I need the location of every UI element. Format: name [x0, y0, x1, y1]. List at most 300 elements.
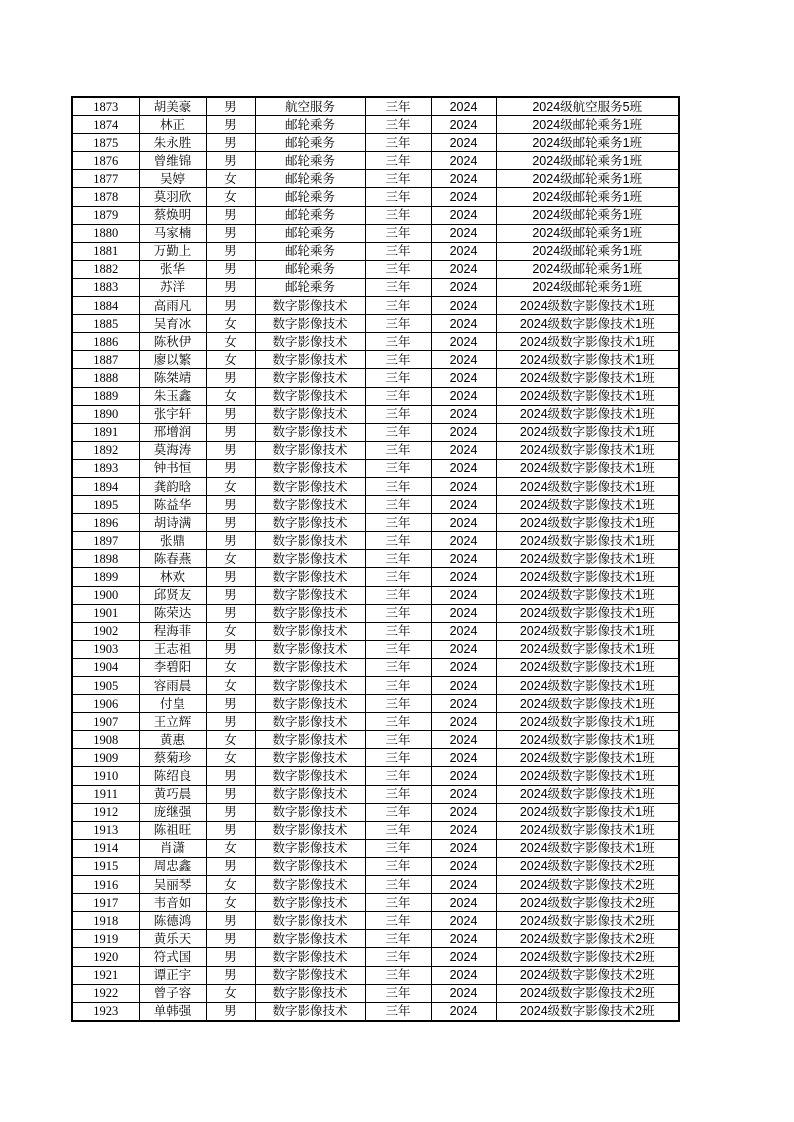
duration-cell: 三年 — [365, 550, 431, 568]
gender-cell: 女 — [206, 677, 255, 695]
name-cell: 肖潇 — [139, 839, 206, 857]
gender-cell: 女 — [206, 387, 255, 405]
duration-cell: 三年 — [365, 713, 431, 731]
gender-cell: 男 — [206, 948, 255, 966]
table-row — [72, 640, 679, 658]
class-cell: 2024级数字影像技术1班 — [496, 604, 679, 622]
table-row — [72, 550, 679, 568]
serial-number-cell: 1905 — [72, 677, 139, 695]
year-cell: 2024 — [431, 405, 496, 423]
gender-cell: 女 — [206, 839, 255, 857]
class-cell: 2024级邮轮乘务1班 — [496, 278, 679, 296]
gender-cell: 女 — [206, 731, 255, 749]
year-cell: 2024 — [431, 803, 496, 821]
serial-number-cell: 1873 — [72, 97, 139, 116]
serial-number-cell: 1916 — [72, 876, 139, 894]
name-cell: 吴婷 — [139, 170, 206, 188]
class-cell: 2024级数字影像技术1班 — [496, 441, 679, 459]
year-cell: 2024 — [431, 351, 496, 369]
name-cell: 程海菲 — [139, 622, 206, 640]
year-cell: 2024 — [431, 839, 496, 857]
gender-cell: 男 — [206, 297, 255, 315]
major-cell: 数字影像技术 — [255, 839, 365, 857]
class-cell: 2024级数字影像技术1班 — [496, 496, 679, 514]
class-cell: 2024级数字影像技术1班 — [496, 821, 679, 839]
year-cell: 2024 — [431, 152, 496, 170]
class-cell: 2024级数字影像技术1班 — [496, 459, 679, 477]
gender-cell: 男 — [206, 242, 255, 260]
gender-cell: 男 — [206, 1002, 255, 1021]
major-cell: 数字影像技术 — [255, 894, 365, 912]
gender-cell: 男 — [206, 134, 255, 152]
duration-cell: 三年 — [365, 459, 431, 477]
serial-number-cell: 1898 — [72, 550, 139, 568]
name-cell: 马家楠 — [139, 224, 206, 242]
duration-cell: 三年 — [365, 170, 431, 188]
major-cell: 数字影像技术 — [255, 640, 365, 658]
name-cell: 黄惠 — [139, 731, 206, 749]
table-row — [72, 441, 679, 459]
table-row — [72, 821, 679, 839]
table-row — [72, 894, 679, 912]
major-cell: 数字影像技术 — [255, 658, 365, 676]
duration-cell: 三年 — [365, 767, 431, 785]
year-cell: 2024 — [431, 532, 496, 550]
serial-number-cell: 1912 — [72, 803, 139, 821]
class-cell: 2024级邮轮乘务1班 — [496, 242, 679, 260]
gender-cell: 男 — [206, 803, 255, 821]
class-cell: 2024级数字影像技术2班 — [496, 876, 679, 894]
major-cell: 数字影像技术 — [255, 532, 365, 550]
major-cell: 数字影像技术 — [255, 749, 365, 767]
major-cell: 数字影像技术 — [255, 984, 365, 1002]
table-row — [72, 930, 679, 948]
gender-cell: 男 — [206, 459, 255, 477]
gender-cell: 女 — [206, 894, 255, 912]
gender-cell: 女 — [206, 984, 255, 1002]
year-cell: 2024 — [431, 441, 496, 459]
class-cell: 2024级数字影像技术1班 — [496, 387, 679, 405]
major-cell: 数字影像技术 — [255, 713, 365, 731]
table-row — [72, 188, 679, 206]
major-cell: 数字影像技术 — [255, 405, 365, 423]
gender-cell: 男 — [206, 369, 255, 387]
table-row — [72, 731, 679, 749]
table-row — [72, 966, 679, 984]
table-row — [72, 857, 679, 875]
duration-cell: 三年 — [365, 930, 431, 948]
serial-number-cell: 1901 — [72, 604, 139, 622]
class-cell: 2024级数字影像技术1班 — [496, 839, 679, 857]
major-cell: 邮轮乘务 — [255, 242, 365, 260]
major-cell: 邮轮乘务 — [255, 206, 365, 224]
duration-cell: 三年 — [365, 948, 431, 966]
table-row — [72, 604, 679, 622]
serial-number-cell: 1917 — [72, 894, 139, 912]
serial-number-cell: 1892 — [72, 441, 139, 459]
year-cell: 2024 — [431, 930, 496, 948]
duration-cell: 三年 — [365, 387, 431, 405]
major-cell: 数字影像技术 — [255, 948, 365, 966]
class-cell: 2024级邮轮乘务1班 — [496, 224, 679, 242]
class-cell: 2024级数字影像技术1班 — [496, 405, 679, 423]
gender-cell: 男 — [206, 821, 255, 839]
major-cell: 数字影像技术 — [255, 677, 365, 695]
table-row — [72, 586, 679, 604]
duration-cell: 三年 — [365, 369, 431, 387]
gender-cell: 女 — [206, 315, 255, 333]
name-cell: 陈桀靖 — [139, 369, 206, 387]
class-cell: 2024级数字影像技术1班 — [496, 785, 679, 803]
class-cell: 2024级数字影像技术1班 — [496, 695, 679, 713]
name-cell: 张鼎 — [139, 532, 206, 550]
duration-cell: 三年 — [365, 821, 431, 839]
name-cell: 莫海涛 — [139, 441, 206, 459]
duration-cell: 三年 — [365, 640, 431, 658]
table-row — [72, 785, 679, 803]
name-cell: 林正 — [139, 116, 206, 134]
major-cell: 数字影像技术 — [255, 514, 365, 532]
gender-cell: 男 — [206, 514, 255, 532]
year-cell: 2024 — [431, 586, 496, 604]
serial-number-cell: 1883 — [72, 278, 139, 296]
name-cell: 符式国 — [139, 948, 206, 966]
serial-number-cell: 1887 — [72, 351, 139, 369]
table-row — [72, 206, 679, 224]
name-cell: 付皇 — [139, 695, 206, 713]
class-cell: 2024级邮轮乘务1班 — [496, 170, 679, 188]
class-cell: 2024级数字影像技术1班 — [496, 532, 679, 550]
year-cell: 2024 — [431, 876, 496, 894]
year-cell: 2024 — [431, 423, 496, 441]
duration-cell: 三年 — [365, 315, 431, 333]
duration-cell: 三年 — [365, 622, 431, 640]
year-cell: 2024 — [431, 677, 496, 695]
serial-number-cell: 1876 — [72, 152, 139, 170]
gender-cell: 男 — [206, 532, 255, 550]
gender-cell: 女 — [206, 188, 255, 206]
gender-cell: 男 — [206, 152, 255, 170]
class-cell: 2024级数字影像技术1班 — [496, 731, 679, 749]
duration-cell: 三年 — [365, 803, 431, 821]
year-cell: 2024 — [431, 640, 496, 658]
name-cell: 高雨凡 — [139, 297, 206, 315]
table-row — [72, 423, 679, 441]
duration-cell: 三年 — [365, 731, 431, 749]
table-row — [72, 876, 679, 894]
duration-cell: 三年 — [365, 423, 431, 441]
table-row — [72, 116, 679, 134]
duration-cell: 三年 — [365, 912, 431, 930]
major-cell: 数字影像技术 — [255, 297, 365, 315]
duration-cell: 三年 — [365, 695, 431, 713]
year-cell: 2024 — [431, 713, 496, 731]
serial-number-cell: 1893 — [72, 459, 139, 477]
name-cell: 容雨晨 — [139, 677, 206, 695]
table-row — [72, 260, 679, 278]
year-cell: 2024 — [431, 242, 496, 260]
major-cell: 数字影像技术 — [255, 876, 365, 894]
gender-cell: 男 — [206, 713, 255, 731]
class-cell: 2024级邮轮乘务1班 — [496, 134, 679, 152]
table-body — [72, 97, 679, 1021]
year-cell: 2024 — [431, 477, 496, 495]
name-cell: 朱玉鑫 — [139, 387, 206, 405]
year-cell: 2024 — [431, 170, 496, 188]
major-cell: 数字影像技术 — [255, 767, 365, 785]
major-cell: 数字影像技术 — [255, 315, 365, 333]
name-cell: 胡诗满 — [139, 514, 206, 532]
name-cell: 张华 — [139, 260, 206, 278]
serial-number-cell: 1915 — [72, 857, 139, 875]
serial-number-cell: 1914 — [72, 839, 139, 857]
gender-cell: 男 — [206, 568, 255, 586]
serial-number-cell: 1894 — [72, 477, 139, 495]
major-cell: 数字影像技术 — [255, 731, 365, 749]
major-cell: 邮轮乘务 — [255, 278, 365, 296]
table-row — [72, 242, 679, 260]
serial-number-cell: 1922 — [72, 984, 139, 1002]
duration-cell: 三年 — [365, 568, 431, 586]
table-row — [72, 767, 679, 785]
class-cell: 2024级邮轮乘务1班 — [496, 260, 679, 278]
name-cell: 庞继强 — [139, 803, 206, 821]
name-cell: 王志祖 — [139, 640, 206, 658]
class-cell: 2024级邮轮乘务1班 — [496, 206, 679, 224]
major-cell: 数字影像技术 — [255, 333, 365, 351]
major-cell: 数字影像技术 — [255, 496, 365, 514]
table-row — [72, 496, 679, 514]
gender-cell: 男 — [206, 405, 255, 423]
duration-cell: 三年 — [365, 658, 431, 676]
year-cell: 2024 — [431, 785, 496, 803]
name-cell: 张宇轩 — [139, 405, 206, 423]
gender-cell: 男 — [206, 206, 255, 224]
year-cell: 2024 — [431, 749, 496, 767]
table-row — [72, 459, 679, 477]
serial-number-cell: 1877 — [72, 170, 139, 188]
year-cell: 2024 — [431, 731, 496, 749]
year-cell: 2024 — [431, 514, 496, 532]
class-cell: 2024级数字影像技术1班 — [496, 568, 679, 586]
duration-cell: 三年 — [365, 839, 431, 857]
table-row — [72, 514, 679, 532]
class-cell: 2024级数字影像技术2班 — [496, 1002, 679, 1021]
year-cell: 2024 — [431, 387, 496, 405]
name-cell: 吴育冰 — [139, 315, 206, 333]
serial-number-cell: 1884 — [72, 297, 139, 315]
class-cell: 2024级数字影像技术1班 — [496, 586, 679, 604]
table-row — [72, 387, 679, 405]
serial-number-cell: 1921 — [72, 966, 139, 984]
table-row — [72, 333, 679, 351]
serial-number-cell: 1923 — [72, 1002, 139, 1021]
name-cell: 邱贤友 — [139, 586, 206, 604]
class-cell: 2024级数字影像技术1班 — [496, 351, 679, 369]
year-cell: 2024 — [431, 333, 496, 351]
serial-number-cell: 1878 — [72, 188, 139, 206]
class-cell: 2024级邮轮乘务1班 — [496, 116, 679, 134]
table-row — [72, 713, 679, 731]
name-cell: 万勤上 — [139, 242, 206, 260]
duration-cell: 三年 — [365, 188, 431, 206]
name-cell: 邢增润 — [139, 423, 206, 441]
major-cell: 数字影像技术 — [255, 586, 365, 604]
name-cell: 莫羽欣 — [139, 188, 206, 206]
class-cell: 2024级数字影像技术2班 — [496, 894, 679, 912]
year-cell: 2024 — [431, 695, 496, 713]
major-cell: 数字影像技术 — [255, 477, 365, 495]
name-cell: 陈荣达 — [139, 604, 206, 622]
duration-cell: 三年 — [365, 405, 431, 423]
gender-cell: 女 — [206, 351, 255, 369]
major-cell: 数字影像技术 — [255, 568, 365, 586]
year-cell: 2024 — [431, 948, 496, 966]
table-row — [72, 622, 679, 640]
serial-number-cell: 1875 — [72, 134, 139, 152]
duration-cell: 三年 — [365, 749, 431, 767]
duration-cell: 三年 — [365, 532, 431, 550]
duration-cell: 三年 — [365, 876, 431, 894]
year-cell: 2024 — [431, 188, 496, 206]
table-row — [72, 134, 679, 152]
year-cell: 2024 — [431, 224, 496, 242]
year-cell: 2024 — [431, 260, 496, 278]
duration-cell: 三年 — [365, 857, 431, 875]
table-row — [72, 152, 679, 170]
major-cell: 航空服务 — [255, 97, 365, 116]
duration-cell: 三年 — [365, 134, 431, 152]
major-cell: 数字影像技术 — [255, 803, 365, 821]
year-cell: 2024 — [431, 315, 496, 333]
gender-cell: 男 — [206, 441, 255, 459]
class-cell: 2024级数字影像技术1班 — [496, 677, 679, 695]
name-cell: 蔡菊珍 — [139, 749, 206, 767]
table-row — [72, 369, 679, 387]
table-row — [72, 297, 679, 315]
class-cell: 2024级数字影像技术1班 — [496, 423, 679, 441]
class-cell: 2024级航空服务5班 — [496, 97, 679, 116]
name-cell: 朱永胜 — [139, 134, 206, 152]
name-cell: 陈绍良 — [139, 767, 206, 785]
name-cell: 蔡焕明 — [139, 206, 206, 224]
class-cell: 2024级数字影像技术2班 — [496, 966, 679, 984]
duration-cell: 三年 — [365, 966, 431, 984]
year-cell: 2024 — [431, 622, 496, 640]
gender-cell: 女 — [206, 170, 255, 188]
year-cell: 2024 — [431, 568, 496, 586]
serial-number-cell: 1890 — [72, 405, 139, 423]
name-cell: 陈秋伊 — [139, 333, 206, 351]
name-cell: 周忠鑫 — [139, 857, 206, 875]
class-cell: 2024级数字影像技术2班 — [496, 857, 679, 875]
table-row — [72, 803, 679, 821]
serial-number-cell: 1889 — [72, 387, 139, 405]
table-row — [72, 315, 679, 333]
table-row — [72, 170, 679, 188]
year-cell: 2024 — [431, 459, 496, 477]
serial-number-cell: 1891 — [72, 423, 139, 441]
duration-cell: 三年 — [365, 116, 431, 134]
gender-cell: 男 — [206, 97, 255, 116]
table-row — [72, 97, 679, 116]
year-cell: 2024 — [431, 297, 496, 315]
major-cell: 数字影像技术 — [255, 912, 365, 930]
duration-cell: 三年 — [365, 297, 431, 315]
year-cell: 2024 — [431, 206, 496, 224]
major-cell: 数字影像技术 — [255, 387, 365, 405]
gender-cell: 女 — [206, 622, 255, 640]
table-row — [72, 278, 679, 296]
gender-cell: 女 — [206, 876, 255, 894]
name-cell: 廖以繁 — [139, 351, 206, 369]
year-cell: 2024 — [431, 550, 496, 568]
class-cell: 2024级数字影像技术2班 — [496, 948, 679, 966]
duration-cell: 三年 — [365, 333, 431, 351]
table-row — [72, 532, 679, 550]
year-cell: 2024 — [431, 278, 496, 296]
serial-number-cell: 1896 — [72, 514, 139, 532]
year-cell: 2024 — [431, 134, 496, 152]
serial-number-cell: 1918 — [72, 912, 139, 930]
major-cell: 数字影像技术 — [255, 930, 365, 948]
duration-cell: 三年 — [365, 586, 431, 604]
class-cell: 2024级数字影像技术2班 — [496, 930, 679, 948]
major-cell: 数字影像技术 — [255, 604, 365, 622]
gender-cell: 男 — [206, 767, 255, 785]
name-cell: 吴丽琴 — [139, 876, 206, 894]
gender-cell: 男 — [206, 857, 255, 875]
table-row — [72, 677, 679, 695]
serial-number-cell: 1913 — [72, 821, 139, 839]
serial-number-cell: 1882 — [72, 260, 139, 278]
name-cell: 陈德鸿 — [139, 912, 206, 930]
class-cell: 2024级邮轮乘务1班 — [496, 188, 679, 206]
gender-cell: 男 — [206, 966, 255, 984]
duration-cell: 三年 — [365, 496, 431, 514]
year-cell: 2024 — [431, 894, 496, 912]
year-cell: 2024 — [431, 767, 496, 785]
major-cell: 数字影像技术 — [255, 550, 365, 568]
duration-cell: 三年 — [365, 278, 431, 296]
class-cell: 2024级数字影像技术2班 — [496, 984, 679, 1002]
class-cell: 2024级数字影像技术1班 — [496, 477, 679, 495]
duration-cell: 三年 — [365, 242, 431, 260]
name-cell: 曾维锦 — [139, 152, 206, 170]
serial-number-cell: 1910 — [72, 767, 139, 785]
major-cell: 数字影像技术 — [255, 459, 365, 477]
year-cell: 2024 — [431, 97, 496, 116]
serial-number-cell: 1886 — [72, 333, 139, 351]
serial-number-cell: 1919 — [72, 930, 139, 948]
duration-cell: 三年 — [365, 97, 431, 116]
major-cell: 数字影像技术 — [255, 821, 365, 839]
major-cell: 邮轮乘务 — [255, 152, 365, 170]
class-cell: 2024级数字影像技术1班 — [496, 297, 679, 315]
name-cell: 钟书恒 — [139, 459, 206, 477]
serial-number-cell: 1911 — [72, 785, 139, 803]
table-row — [72, 405, 679, 423]
name-cell: 黄巧晨 — [139, 785, 206, 803]
table-row — [72, 912, 679, 930]
major-cell: 数字影像技术 — [255, 622, 365, 640]
major-cell: 数字影像技术 — [255, 441, 365, 459]
major-cell: 邮轮乘务 — [255, 170, 365, 188]
major-cell: 数字影像技术 — [255, 785, 365, 803]
table-row — [72, 839, 679, 857]
student-roster-table — [71, 96, 680, 1022]
name-cell: 李碧阳 — [139, 658, 206, 676]
